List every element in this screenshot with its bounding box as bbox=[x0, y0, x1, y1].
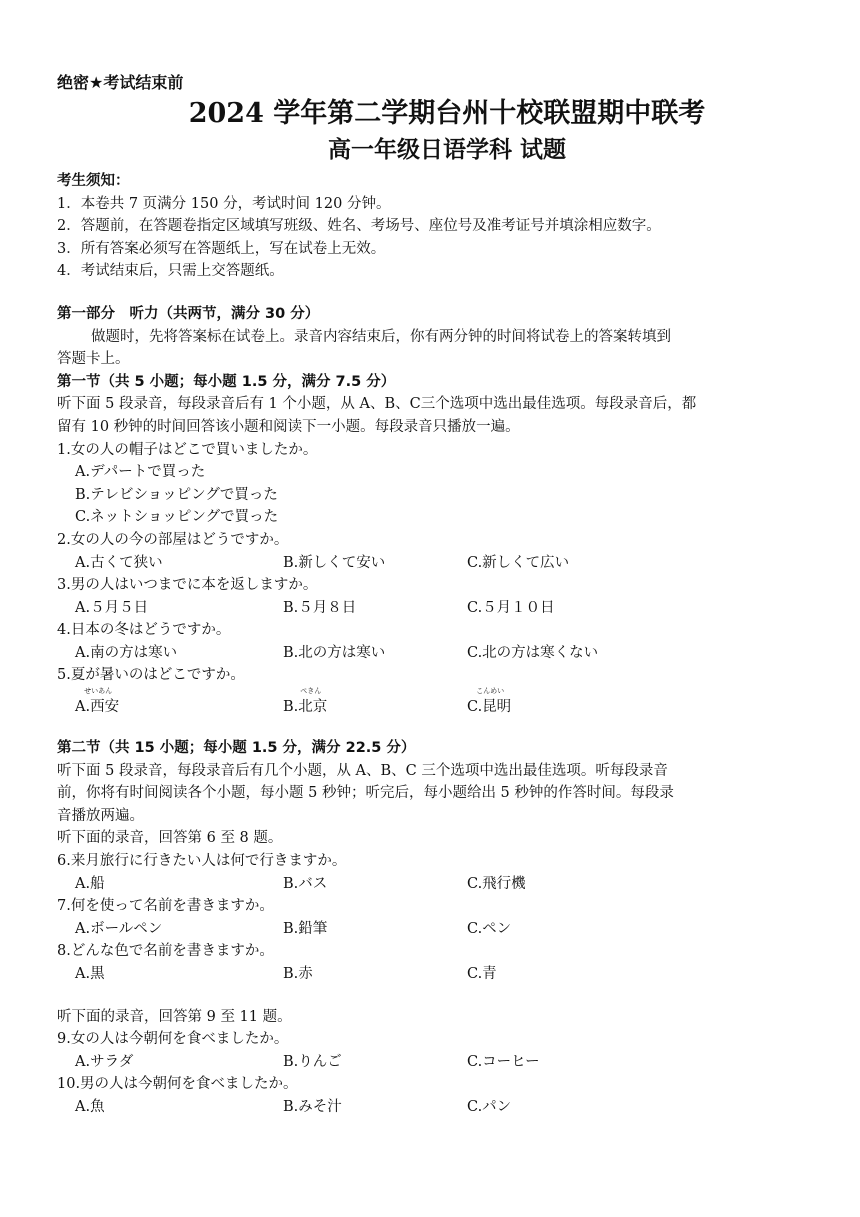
option-9c: C.コーヒー bbox=[467, 1053, 540, 1070]
section1-instructions: 留有 10 秒钟的时间回答该小题和阅读下一小题。每段录音只播放一遍。 bbox=[57, 418, 520, 435]
exam-subtitle: 高一年级日语学科 试题 bbox=[327, 136, 566, 163]
option-1a: A.デパートで買った bbox=[75, 464, 206, 481]
option-6a: A.船 bbox=[75, 875, 105, 892]
question-9: 9.女の人は今朝何を食べましたか。 bbox=[57, 1031, 289, 1048]
exam-page bbox=[57, 70, 817, 1119]
options-6 bbox=[57, 873, 817, 896]
options-10 bbox=[57, 1096, 817, 1119]
notice-item: 3．所有答案必须写在答题纸上，写在试卷上无效。 bbox=[57, 240, 386, 257]
question-4: 4.日本の冬はどうですか。 bbox=[57, 622, 231, 639]
question-1: 1.女の人の帽子はどこで買いましたか。 bbox=[57, 441, 318, 458]
options-2 bbox=[57, 552, 817, 575]
option-6c: C.飛行機 bbox=[467, 875, 526, 892]
question-6: 6.来月旅行に行きたい人は何で行きますか。 bbox=[57, 853, 347, 870]
option-1c: C.ネットショッピングで買った bbox=[75, 509, 279, 526]
section2-heading: 第二节（共 15 小题；每小题 1.5 分，满分 22.5 分） bbox=[57, 740, 416, 757]
option-3a: A.５月５日 bbox=[75, 599, 149, 616]
option-10b: B.みそ汁 bbox=[283, 1098, 342, 1115]
notice-heading: 考生须知： bbox=[57, 173, 130, 189]
ruby-reading: ぺきん bbox=[300, 687, 322, 696]
part1-intro: 答题卡上。 bbox=[57, 351, 130, 368]
option-2b: B.新しくて安い bbox=[283, 554, 386, 571]
options-9 bbox=[57, 1051, 817, 1074]
group-instruction: 听下面的录音，回答第 9 至 11 题。 bbox=[57, 1008, 292, 1025]
exam-title: 2024 学年第二学期台州十校联盟期中联考 bbox=[188, 98, 706, 129]
question-7: 7.何を使って名前を書きますか。 bbox=[57, 898, 274, 915]
question-5: 5.夏が暑いのはどこですか。 bbox=[57, 667, 245, 684]
option-4c: C.北の方は寒くない bbox=[467, 644, 599, 661]
option-7b: B.鉛筆 bbox=[283, 920, 328, 937]
option-3b: B.５月８日 bbox=[283, 599, 357, 616]
option-2c: C.新しくて広い bbox=[467, 554, 570, 571]
option-7c: C.ペン bbox=[467, 920, 512, 937]
options-8 bbox=[57, 963, 817, 986]
option-9b: B.りんご bbox=[283, 1053, 342, 1070]
option-8b: B.赤 bbox=[283, 966, 313, 982]
option-7a: A.ボールペン bbox=[75, 920, 163, 937]
option-4a: A.南の方は寒い bbox=[75, 644, 178, 661]
options-7 bbox=[57, 918, 817, 941]
option-1b: B.テレビショッピングで買った bbox=[75, 486, 278, 503]
question-2: 2.女の人の今の部屋はどうですか。 bbox=[57, 531, 289, 548]
ruby-reading: せいあん bbox=[84, 687, 113, 696]
section2-instructions: 听下面 5 段录音，每段录音后有几个小题，从 A、B、C 三个选项中选出最佳选项。听每段录音 bbox=[57, 762, 668, 779]
option-6b: B.バス bbox=[283, 875, 328, 892]
option-4b: B.北の方は寒い bbox=[283, 644, 386, 661]
option-3c: C.５月１０日 bbox=[467, 599, 555, 616]
options-5 bbox=[57, 687, 817, 717]
notice-item: 4．考试结束后，只需上交答题纸。 bbox=[57, 263, 284, 280]
option-8c: C.青 bbox=[467, 966, 497, 982]
confidential-label: 绝密★考试结束前 bbox=[57, 73, 184, 92]
option-8a: A.黒 bbox=[75, 966, 105, 982]
part1-heading: 第一部分 听力（共两节，满分 30 分） bbox=[57, 305, 320, 322]
section2-instructions: 音播放两遍。 bbox=[57, 807, 144, 824]
ruby-reading: こんめい bbox=[476, 687, 505, 696]
option-5c: C. こんめい 昆明 bbox=[467, 687, 512, 716]
notice-item: 2．答题前，在答题卷指定区域填写班级、姓名、考场号、座位号及准考证号并填涂相应数字。 bbox=[57, 218, 661, 235]
question-8: 8.どんな色で名前を書きますか。 bbox=[57, 943, 274, 960]
group-instruction: 听下面的录音，回答第 6 至 8 题。 bbox=[57, 830, 283, 847]
options-3 bbox=[57, 597, 817, 620]
notice-item: 1．本卷共 7 页满分 150 分，考试时间 120 分钟。 bbox=[57, 195, 391, 212]
section1-instructions: 听下面 5 段录音，每段录音后有 1 个小题，从 A、B、C三个选项中选出最佳选项。每段录音后，都 bbox=[57, 396, 697, 413]
option-5a: A. せいあん 西安 bbox=[75, 687, 120, 716]
section2-instructions: 前，你将有时间阅读各个小题，每小题 5 秒钟；听完后，每小题给出 5 秒钟的作答时间。每段录 bbox=[57, 785, 674, 802]
options-4 bbox=[57, 642, 817, 665]
option-5b: B. ぺきん 北京 bbox=[283, 687, 328, 716]
option-2a: A.古くて狭い bbox=[75, 554, 163, 571]
section1-heading: 第一节（共 5 小题；每小题 1.5 分，满分 7.5 分） bbox=[57, 373, 396, 390]
question-10: 10.男の人は今朝何を食べましたか。 bbox=[57, 1076, 298, 1093]
part1-intro: 做题时，先将答案标在试卷上。录音内容结束后，你有两分钟的时间将试卷上的答案转填到 bbox=[91, 328, 671, 345]
option-10a: A.魚 bbox=[75, 1098, 105, 1115]
option-9a: A.サラダ bbox=[75, 1053, 134, 1070]
question-3: 3.男の人はいつまでに本を返しますか。 bbox=[57, 577, 318, 594]
option-10c: C.パン bbox=[467, 1098, 512, 1115]
